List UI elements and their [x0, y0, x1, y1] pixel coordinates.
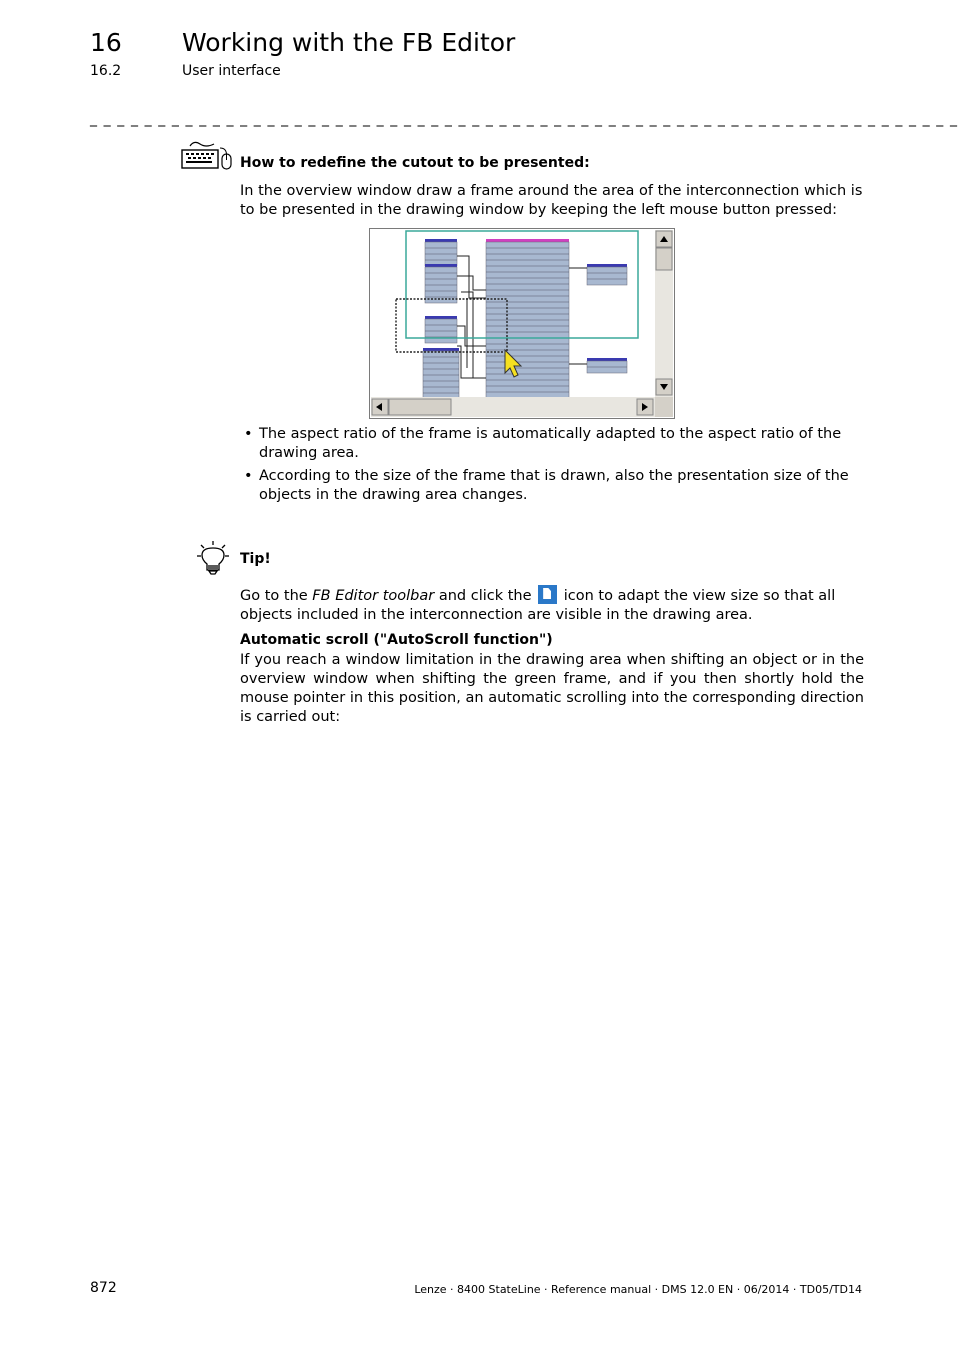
keyboard-mouse-icon: [180, 140, 236, 174]
tip-text: Go to the FB Editor toolbar and click the icon to adapt the view size so that all objects included in the interconnection are visible in the drawing area.: [240, 585, 864, 625]
tip-title: Tip!: [240, 551, 271, 567]
footer-text: Lenze · 8400 StateLine · Reference manual · DMS 12.0 EN · 06/2014 · TD05/TD14: [414, 1283, 862, 1296]
horizontal-scrollbar[interactable]: [371, 397, 673, 417]
how-to-title: How to redefine the cutout to be presented:: [240, 155, 590, 171]
chapter-title: Working with the FB Editor: [182, 28, 516, 57]
page-number: 872: [90, 1280, 117, 1296]
vertical-scrollbar[interactable]: [655, 230, 673, 397]
header-separator: _ _ _ _ _ _ _ _ _ _ _ _ _ _ _ _ _ _ _ _ _ _ _ _ _ _ _ _ _ _ _ _ _ _ _ _ _ _ _ _ _ _ _ _ _ _ _ _ _ _ _ _ _ _ _ _ _ _ _ _ _ _ _ _: [90, 111, 958, 127]
autoscroll-title: Automatic scroll ("AutoScroll function"): [240, 632, 553, 648]
how-to-bullets: [244, 425, 864, 509]
overview-window-figure: [369, 228, 675, 419]
function-block: [425, 264, 457, 303]
function-block: [587, 264, 627, 285]
function-block: [587, 358, 627, 373]
section-title: User interface: [182, 63, 281, 79]
function-block: [423, 348, 459, 399]
autoscroll-text: If you reach a window limitation in the drawing area when shifting an object or in the overview window when shifting the green frame, and if you then shortly hold the mouse pointer in this position, an automatic scrolling into the corresponding direction is carried out:: [240, 652, 864, 725]
how-to-intro: In the overview window draw a frame around the area of the interconnection which is to be presented in the drawing window by keeping the left mouse button pressed:: [240, 183, 863, 218]
fb-editor-toolbar-ref: FB Editor toolbar: [312, 588, 435, 604]
chapter-number: 16: [90, 28, 122, 57]
fit-view-icon: [538, 585, 557, 604]
function-block: [425, 239, 457, 266]
function-block: [486, 239, 569, 398]
function-block: [425, 316, 457, 343]
section-number: 16.2: [90, 63, 122, 79]
bullet-item: • According to the size of the frame that is drawn, also the presentation size of the objects in the drawing area changes.: [244, 467, 864, 505]
bullet-item: • The aspect ratio of the frame is automatically adapted to the aspect ratio of the drawing area.: [244, 425, 864, 463]
lightbulb-icon: [196, 540, 230, 576]
